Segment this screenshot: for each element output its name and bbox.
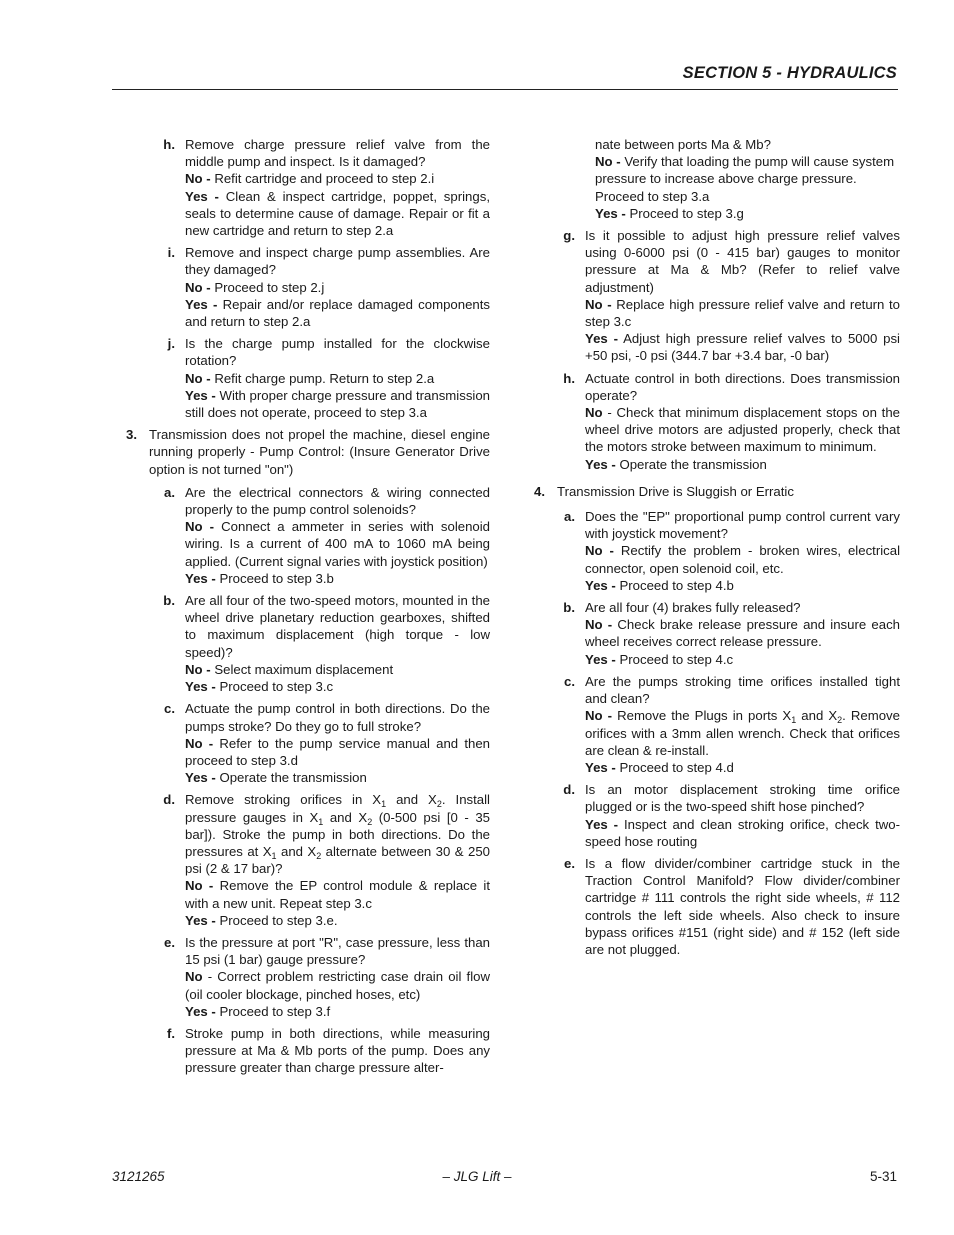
yes-label: Yes - [585,331,618,347]
footer-doc-number: 3121265 [112,1169,165,1184]
step-3h [561,370,900,473]
no-answer: Connect a ammeter in series with solenoid wiring. Is a current of 400 mA to 1060 mA being applied. (Current signal varies with joystick position) [185,519,491,569]
question: Are all four (4) brakes fully released? [585,600,801,616]
no-label: No - [185,370,211,386]
no-answer: Check brake release pressure and insure each wheel receives correct release pressure. [585,617,900,650]
step-4c [561,673,900,776]
step-text: Transmission does not propel the machine, diesel engine running properly - Pump Control: (Insure Generator Drive option is not turned "on") [149,427,490,477]
step-number: 3. [126,427,137,443]
yes-answer: Proceed to step 3.g [629,205,744,221]
yes-label: Yes - [595,205,626,221]
no-answer: Select maximum displacement [214,661,394,677]
yes-answer: Proceed to step 3.c [219,679,334,695]
footer-page-number: 5-31 [869,1169,897,1184]
yes-label: Yes - [585,456,616,472]
yes-label: Yes - [185,1003,216,1019]
no-label: No - [585,543,614,559]
question: Is it possible to adjust high pressure relief valves using 0-6000 psi (0 - 415 bar) gauges to monitor pressure at Ma & Mb? (Refer to relief valve adjustment) [585,228,900,295]
yes-answer: Proceed to step 4.b [619,577,734,593]
step-label: j. [167,336,175,352]
yes-answer: With proper charge pressure and transmission still does not operate, proceed to step 3.a [185,387,491,421]
step-2i [161,244,490,330]
step-label: e. [164,934,175,950]
no-label: No - [585,617,613,633]
step-2j [161,335,490,421]
no-label: No - [185,878,214,894]
question: Are the electrical connectors & wiring connected properly to the pump control solenoids? [185,484,490,518]
step-4 [520,483,900,500]
yes-label: Yes - [185,296,218,312]
no-answer: Remove the EP control module & replace it with a new unit. Repeat step 3.c [185,878,490,911]
step-label: a. [564,509,575,525]
no-answer: Remove the Plugs in ports $X_1$ and $X_2$. Remove orifices with a 3mm allen wrench. Check that orifices are clean & re-install. [585,708,900,758]
no-label: No - [185,519,215,535]
question: Is the pressure at port "R", case pressure, less than 15 psi (1 bar) gauge pressure? [185,934,490,968]
yes-answer: Operate the transmission [219,770,367,786]
no-label: No - [595,154,621,170]
no-answer: Refit charge pump. Return to step 2.a [214,370,435,386]
no-label: No - [585,708,613,724]
no-label: No [185,969,203,985]
question: Remove stroking orifices in $X_1$ and $X_2$. Install pressure gauges in $X_1$ and $X_2$ (0-500 psi [0 - 35 bar]). Stroke the pump in both directions. Do the pressures at $X_1$ and $X_2$ alternate between 30 & 250 psi (2 & 17 bar)? [185,792,490,877]
question: Is a flow divider/combiner cartridge stuck in the Traction Control Manifold? Flow divider/combiner cartridge # 111 controls the right side wheels, # 112 controls the left side wheels. Also check to insure bypass orifices #151 (right side) and # 152 (left side are not plugged. [585,855,900,957]
section-title: SECTION 5 - HYDRAULICS [682,64,897,82]
question: Remove and inspect charge pump assemblies. Are they damaged? [185,245,490,278]
step-label: c. [564,673,575,689]
yes-label: Yes - [585,651,616,667]
question: Are all four of the two-speed motors, mounted in the wheel drive planetary reduction gearboxes, shifted to maximum displacement (high torque - low speed)? [185,593,490,660]
question: Are the pumps stroking time orifices installed tight and clean? [585,673,900,707]
step-3d [161,791,490,929]
step-label: f. [166,1025,175,1041]
right-column [520,136,900,963]
yes-answer: Proceed to step 3.b [219,570,334,586]
no-label: No - [585,296,612,312]
question: Is the charge pump installed for the clockwise rotation? [185,336,490,369]
step-number: 4. [534,483,545,499]
no-answer: Refer to the pump service manual and then proceed to step 3.d [185,735,490,768]
yes-label: Yes - [185,570,216,586]
left-column [112,136,490,1082]
yes-label: Yes - [185,912,216,928]
step-3f [161,1025,490,1077]
yes-answer: Proceed to step 3.e. [219,912,338,928]
step-4a [561,508,900,594]
no-answer: Refit cartridge and proceed to step 2.i [214,171,435,187]
no-answer: Proceed to step 2.j [214,279,325,295]
yes-label: Yes - [185,188,219,204]
yes-answer: Proceed to step 3.f [219,1003,331,1019]
step-3f-continued [595,136,900,222]
step-text: Transmission Drive is Sluggish or Erratic [557,483,794,499]
header-rule [112,89,898,90]
step-label: h. [563,370,575,386]
yes-label: Yes - [585,759,616,775]
yes-answer: Operate the transmission [619,456,767,472]
step-label: d. [163,792,175,808]
question: Actuate control in both directions. Does transmission operate? [585,370,900,403]
step-3b [161,592,490,695]
yes-label: Yes - [585,816,619,832]
step-label: h. [163,137,175,152]
question-continued: nate between ports Ma & Mb? [595,137,771,152]
no-answer: Verify that loading the pump will cause system pressure to increase above charge pressure. Proceed to step 3.a [595,154,895,204]
question: Actuate the pump control in both directions. Do the pumps stroke? Do they go to full stroke? [185,701,490,734]
yes-label: Yes - [185,770,216,786]
no-label: No - [185,279,211,295]
step-label: c. [164,701,175,717]
question: Is an motor displacement stroking time orifice plugged or is the two-speed shift hose pinched? [585,782,900,815]
step-4e [561,855,900,958]
no-label: No - [185,661,211,677]
question: Does the "EP" proportional pump control current vary with joystick movement? [585,509,900,542]
question: Stroke pump in both directions, while measuring pressure at Ma & Mb ports of the pump. Does any pressure greater than charge pressure alter- [185,1025,490,1076]
no-answer: - Correct problem restricting case drain oil flow (oil cooler blockage, pinched hoses, etc) [185,969,491,1002]
footer-publisher: – JLG Lift – [442,1169,512,1184]
yes-answer: Adjust high pressure relief valves to 5000 psi +50 psi, -0 psi (344.7 bar +3.4 bar, -0 bar) [585,331,900,364]
yes-answer: Inspect and clean stroking orifice, check two-speed hose routing [585,816,900,849]
yes-label: Yes - [185,679,216,695]
step-label: b. [163,593,175,609]
yes-answer: Proceed to step 4.c [619,651,734,667]
step-4d [561,781,900,850]
step-3a [161,484,490,587]
no-answer: Replace high pressure relief valve and return to step 3.c [585,296,900,330]
step-label: e. [564,855,575,871]
step-label: g. [563,228,575,244]
step-label: b. [563,600,575,616]
question: Remove charge pressure relief valve from the middle pump and inspect. Is it damaged? [185,137,490,170]
step-2h [161,136,490,239]
step-3e [161,934,490,1020]
yes-answer: Proceed to step 4.d [619,759,734,775]
step-3c [161,700,490,786]
step-3g [561,227,900,365]
no-label: No - [185,171,211,187]
step-label: d. [563,782,575,798]
yes-answer: Repair and/or replace damaged components and return to step 2.a [185,296,491,330]
no-label: No - [185,735,214,751]
step-3 [112,426,490,478]
no-label: No [585,405,603,421]
no-answer: - Check that minimum displacement stops on the wheel drive motors are adjusted properly, check that the motors stroke between maximum to minimum. [585,405,900,455]
step-label: a. [164,484,175,500]
step-label: i. [167,245,175,261]
yes-label: Yes - [585,577,616,593]
yes-label: Yes - [185,387,216,403]
no-answer: Rectify the problem - broken wires, electrical connector, open solenoid coil, etc. [585,543,900,576]
step-4b [561,599,900,668]
yes-answer: Clean & inspect cartridge, poppet, springs, seals to determine cause of damage. Repair or fit a new cartridge and return to step 2.a [185,188,490,239]
